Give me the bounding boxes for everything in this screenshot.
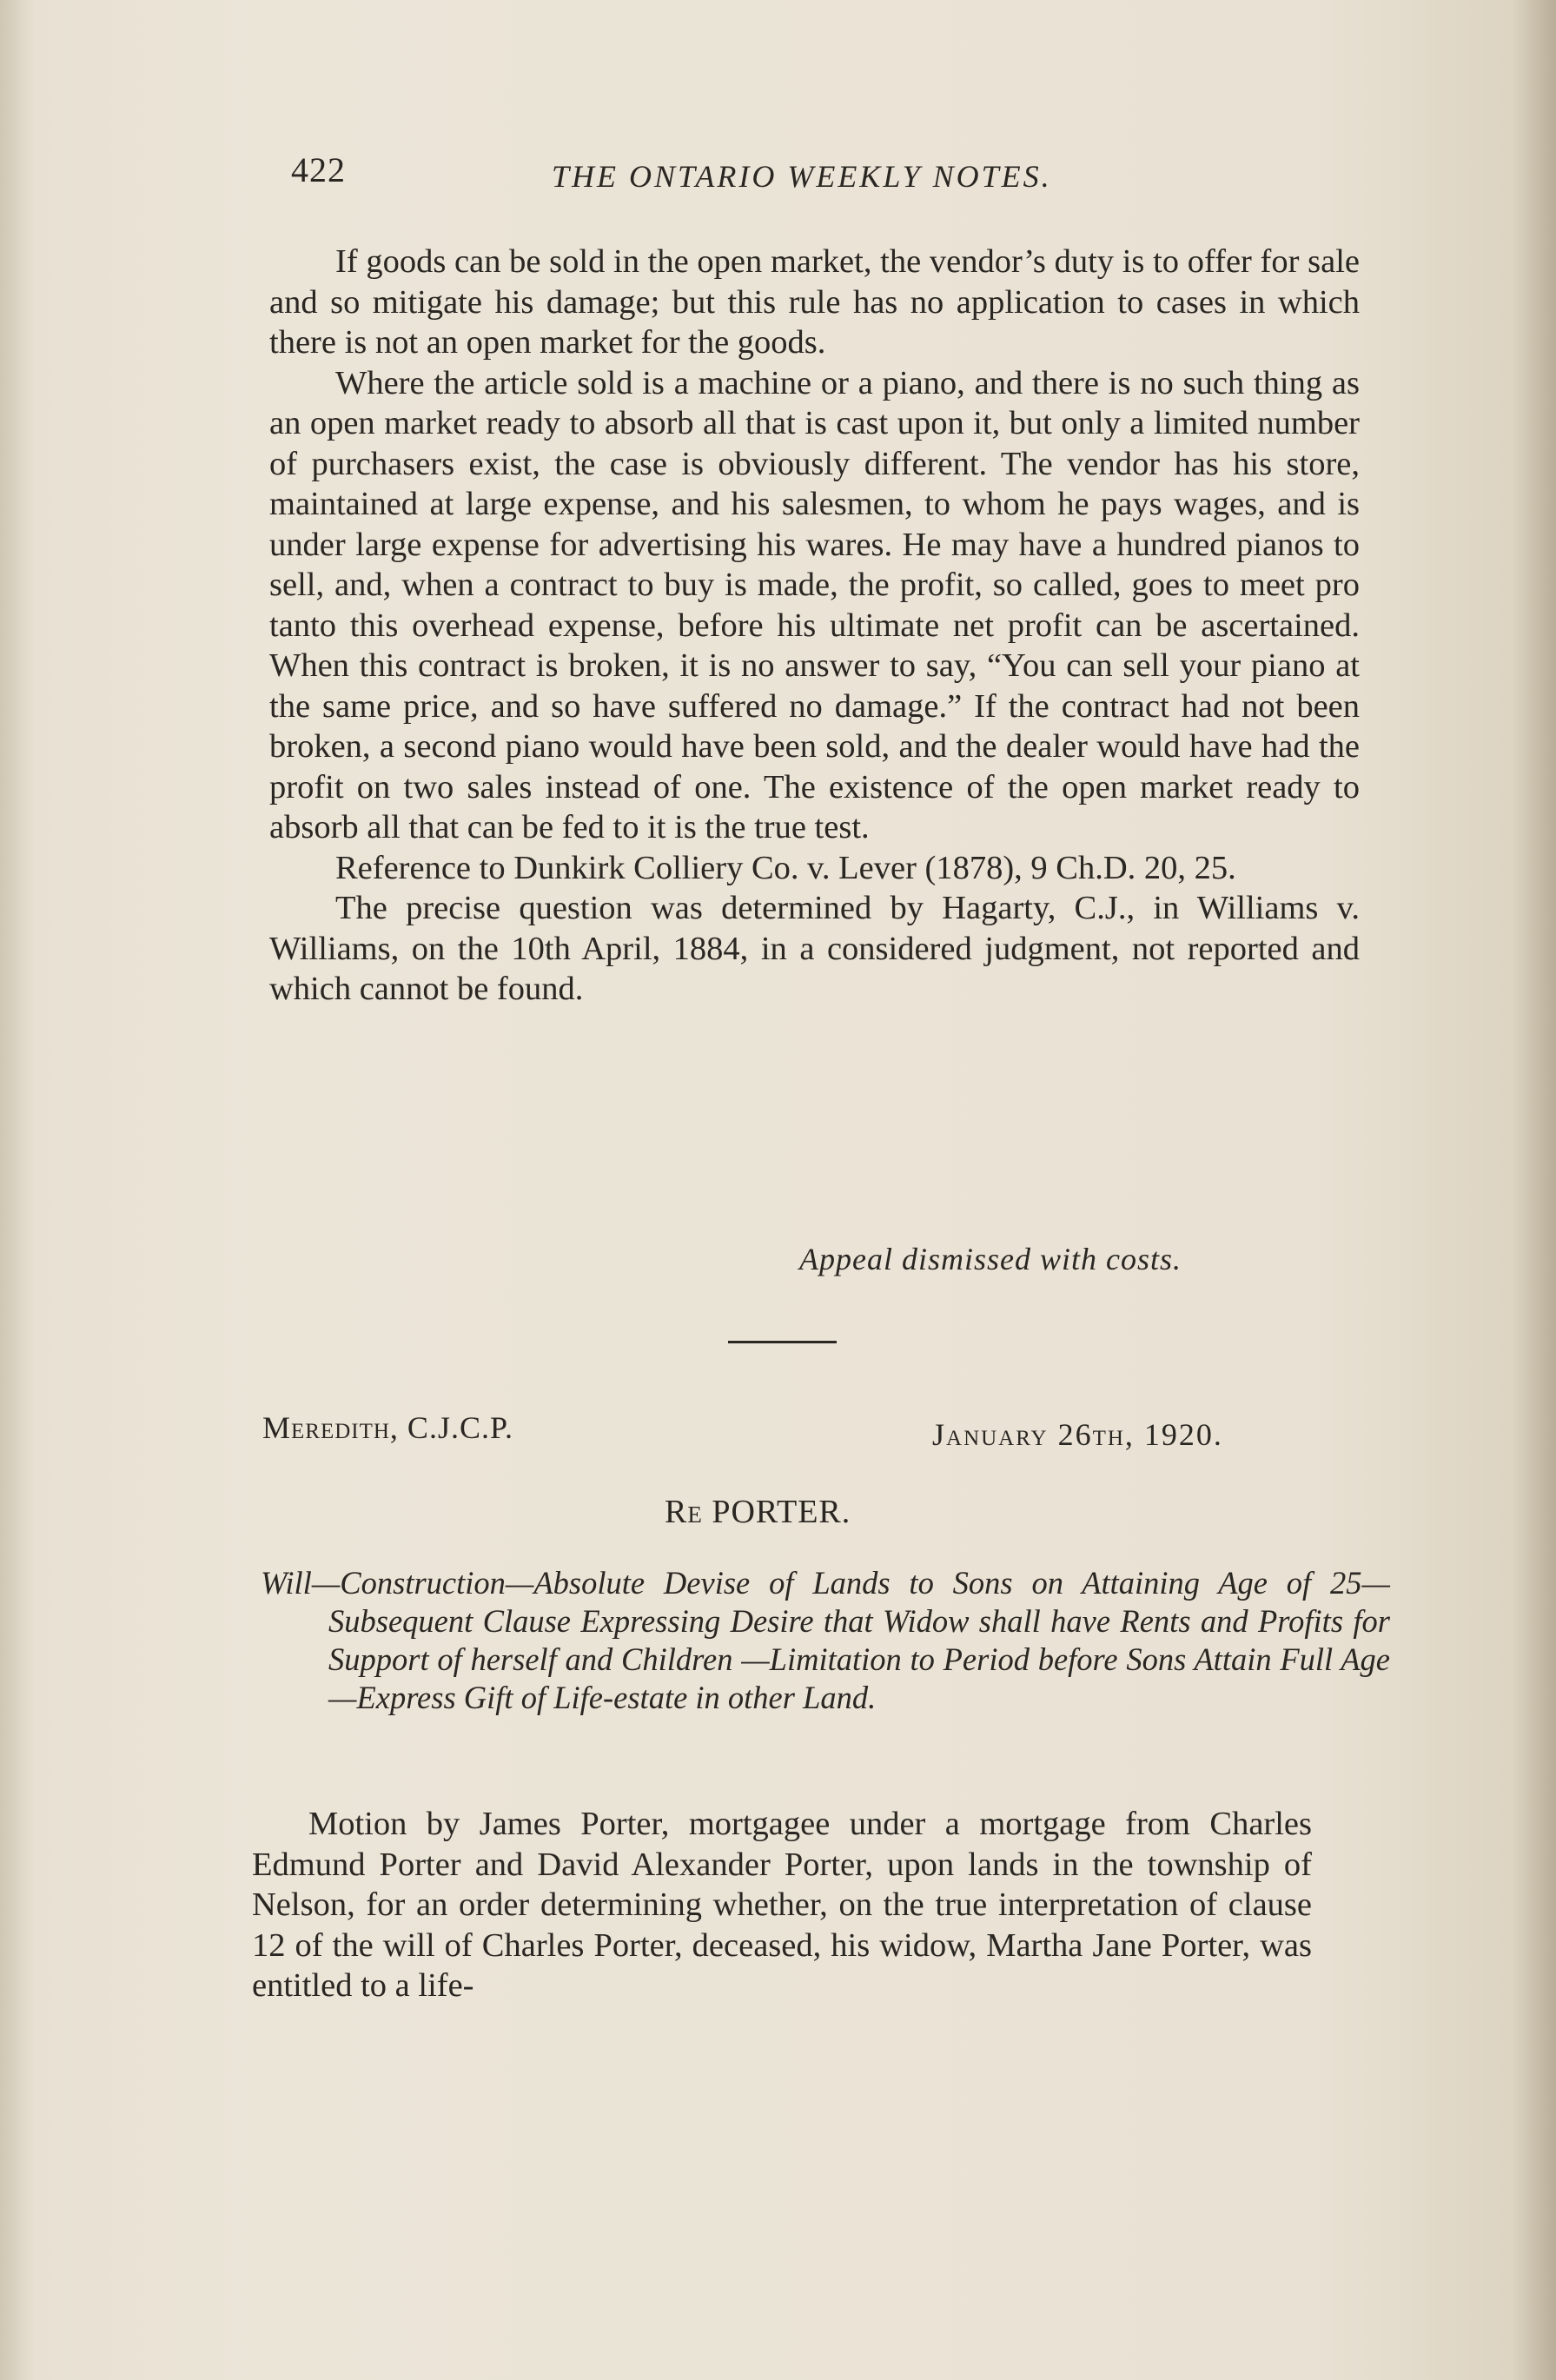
- case-title: Re PORTER.: [665, 1494, 851, 1530]
- paragraph-precise-question: The precise question was determined by Hagarty, C.J., in Williams v. Williams, on the 10th April, 1884, in a considered judgment, not reported and which cannot be found.: [269, 890, 1360, 1007]
- judgment-text: [269, 242, 1360, 1010]
- motion-text: [252, 1804, 1312, 2006]
- page-number: 422: [291, 150, 346, 189]
- paragraph-open-market: If goods can be sold in the open market, the vendor’s duty is to offer for sale and so mitigate his damage; but this rule has no application to cases in which there is not an open market for the goods.: [269, 243, 1360, 361]
- disposition: Appeal dismissed with costs.: [799, 1242, 1182, 1276]
- paragraph-motion: Motion by James Porter, mortgagee under a mortgage from Charles Edmund Porter and David Alexander Porter, upon lands in the township of Nelson, for an order determining whether, on the true interpretation of clause 12 of the will of Charles Porter, deceased, his widow, Martha Jane Porter, was entitled to a life-: [252, 1806, 1312, 2004]
- paragraph-piano: Where the article sold is a machine or a piano, and there is no such thing as an open market ready to absorb all that is cast upon it, but only a limited number of purchasers exist, the case is obviously different. The vendor has his store, maintained at large expense, and his salesmen, to whom he pays wages, and is under large expense for advertising his wares. He may have a hundred pianos to sell, and, when a contract to buy is made, the profit, so called, goes to meet pro tanto this overhead expense, before his ultimate net profit can be ascertained. When this contract is broken, it is no answer to say, “You can sell your piano at the same price, and so have suffered no damage.” If the contract had not been broken, a second piano would have been sold, and the dealer would have had the profit on two sales instead of one. The existence of the open market ready to absorb all that can be fed to it is the true test.: [269, 364, 1360, 845]
- page-header: [291, 149, 1368, 202]
- running-title: THE ONTARIO WEEKLY NOTES.: [552, 159, 1052, 194]
- judgment-date: January 26th, 1920.: [932, 1417, 1223, 1452]
- paragraph-reference: Reference to Dunkirk Colliery Co. v. Lever (1878), 9 Ch.D. 20, 25.: [335, 849, 1236, 886]
- judge-name: Meredith, C.J.C.P.: [262, 1410, 513, 1445]
- headnote: Will—Construction—Absolute Devise of Lands to Sons on Attaining Age of 25—Subsequent Clause Expressing Desire that Widow shall have Rents and Profits for Support of herself and Children —Limitation to Period before Sons Attain Full Age—Express Gift of Life-estate in other Land.: [261, 1565, 1390, 1715]
- section-divider: [728, 1341, 837, 1343]
